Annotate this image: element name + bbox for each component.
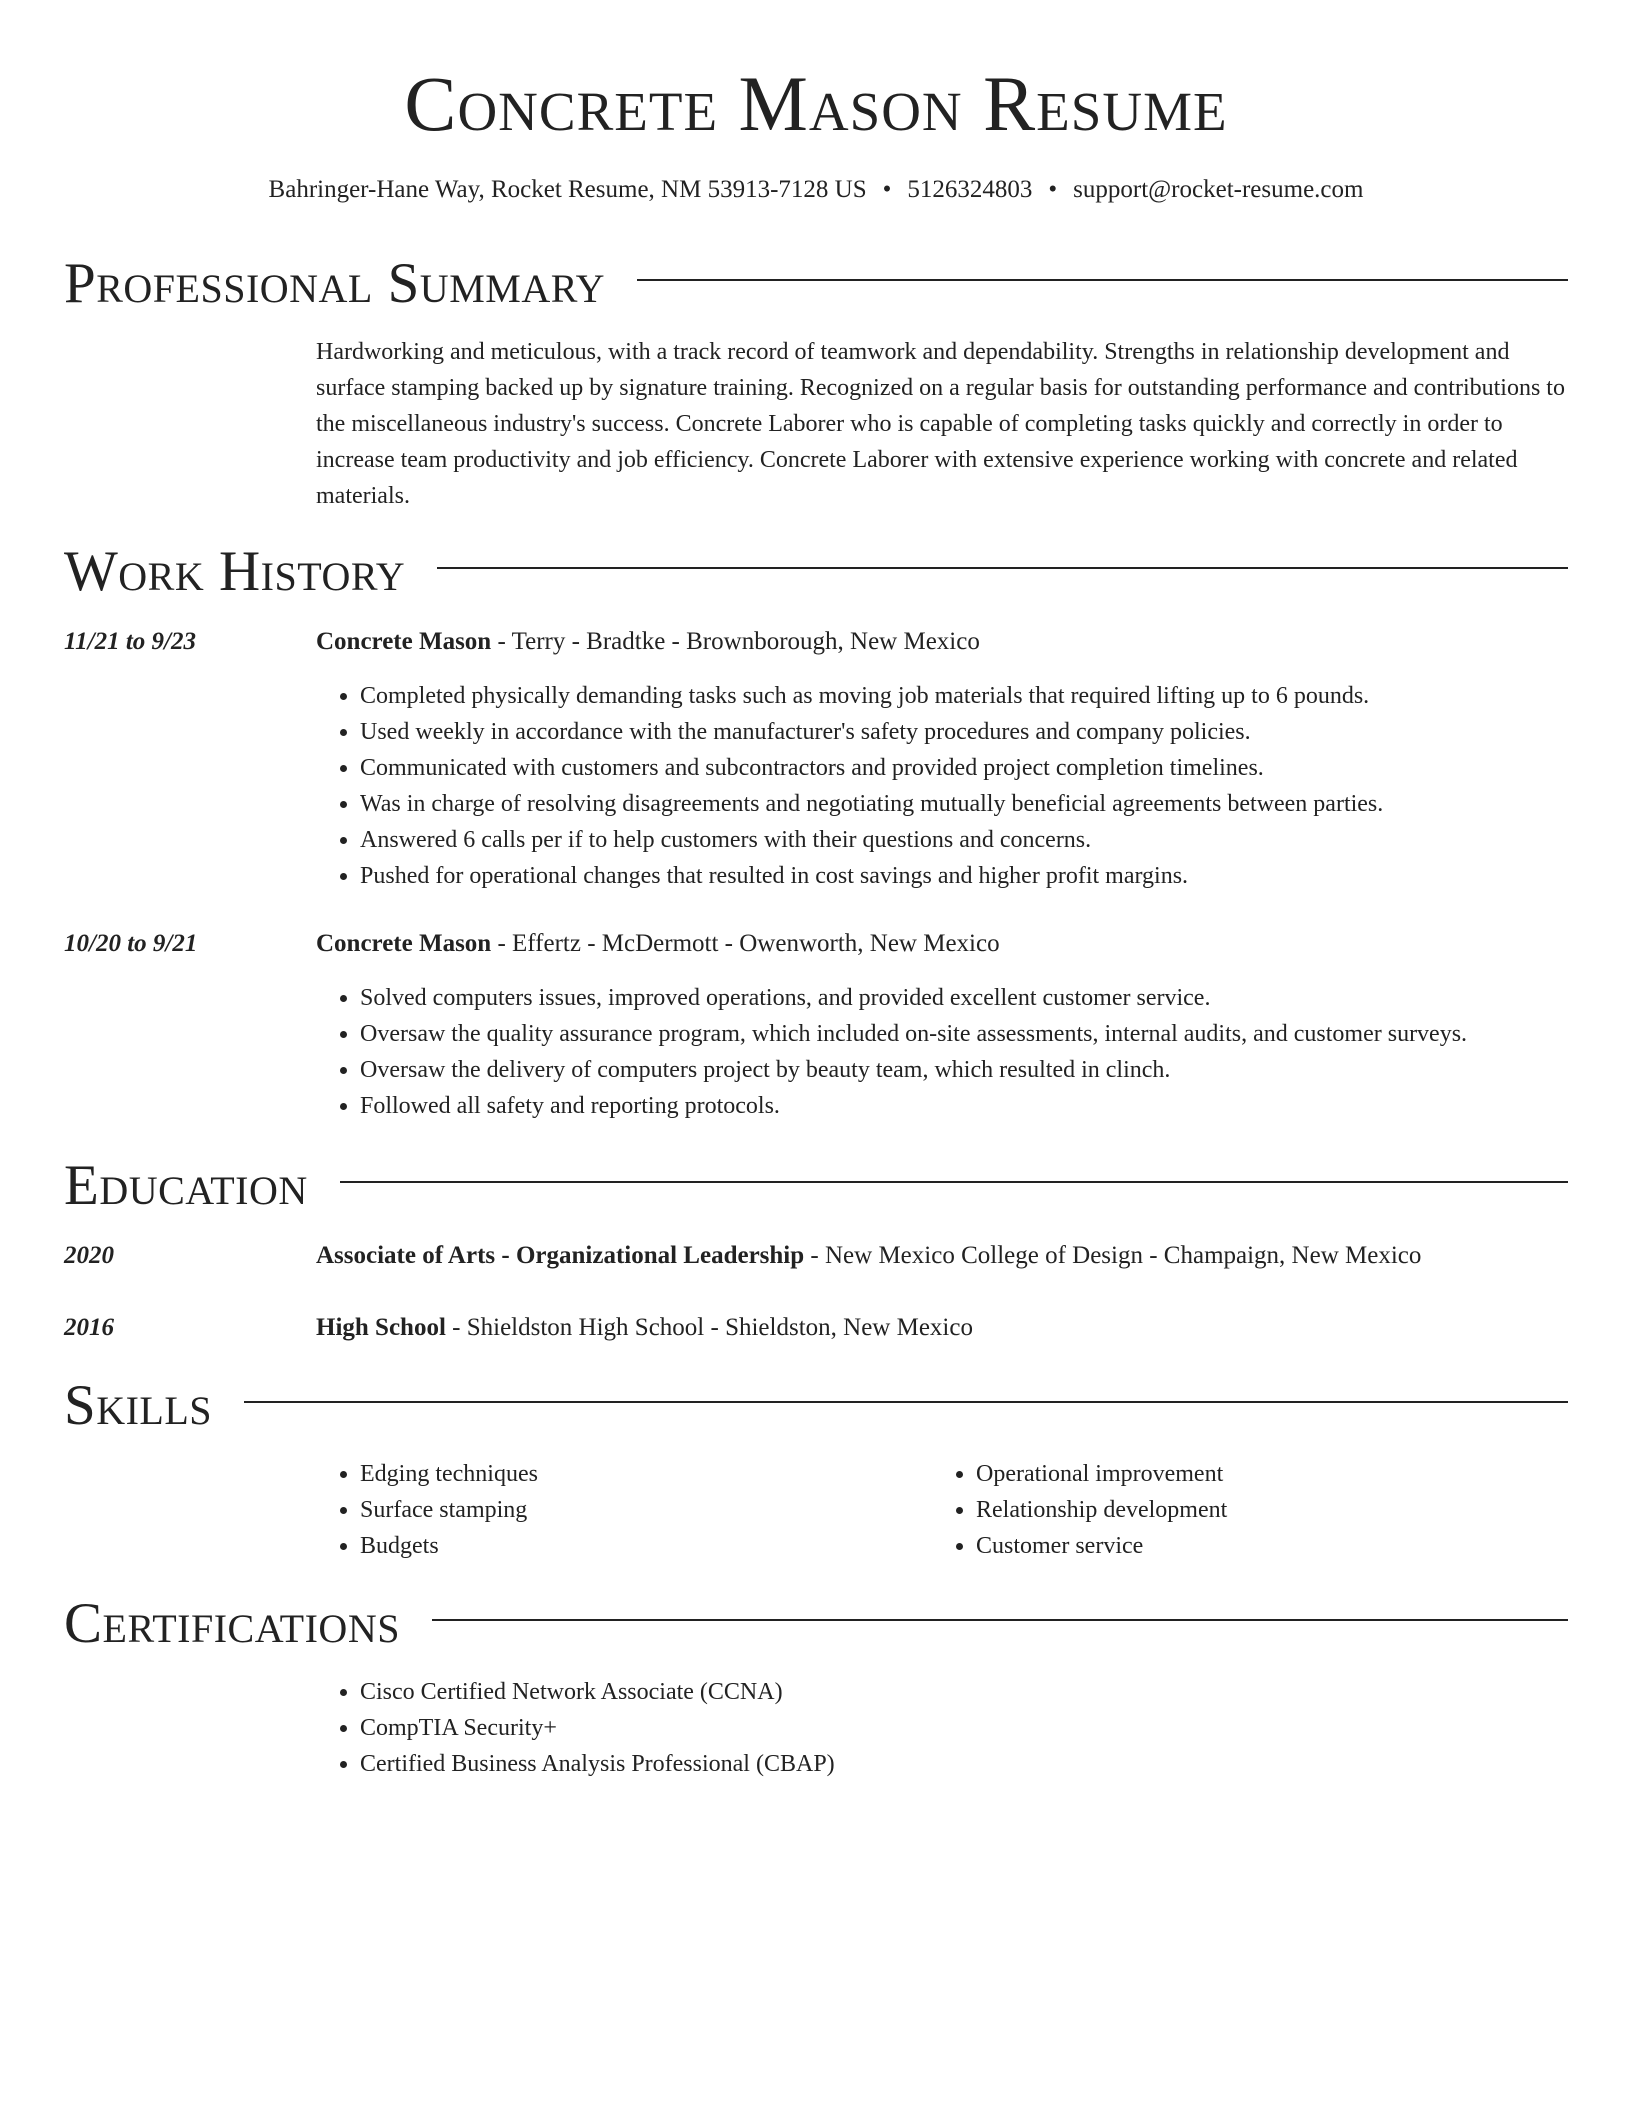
skill-item: • Operational improvement — [976, 1456, 1227, 1492]
work-heading: Work History — [64, 539, 406, 603]
certification-item: • CompTIA Security+ — [360, 1710, 835, 1746]
certification-item: • Certified Business Analysis Professional (CBAP) — [360, 1746, 835, 1782]
skills-list-right — [932, 1456, 1227, 1564]
contact-line — [0, 170, 1632, 210]
contact-address: Bahringer-Hane Way, Rocket Resume, NM 53913-7128 US — [268, 176, 867, 203]
skills-heading: Skills — [64, 1373, 213, 1437]
section-divider — [432, 1619, 1568, 1621]
job-title-line — [316, 926, 1000, 962]
section-divider — [637, 279, 1568, 281]
contact-separator: • — [1048, 176, 1058, 203]
contact-email[interactable]: support@rocket-resume.com — [1073, 176, 1364, 203]
education-line — [316, 1310, 973, 1346]
education-degree: High School — [316, 1314, 446, 1341]
skills-section-header — [64, 1370, 1568, 1440]
contact-phone: 5126324803 — [907, 176, 1033, 203]
job-title: Concrete Mason — [316, 930, 492, 957]
education-line — [316, 1238, 1421, 1274]
certification-item: • Cisco Certified Network Associate (CCNA) — [360, 1674, 835, 1710]
skill-item: • Customer service — [976, 1528, 1227, 1564]
education-section-header — [64, 1150, 1568, 1220]
job-bullets — [316, 980, 1467, 1124]
work-section-header — [64, 536, 1568, 606]
job-bullet: • Oversaw the delivery of computers project by beauty team, which resulted in clinch. — [360, 1052, 1467, 1088]
summary-text: Hardworking and meticulous, with a track record of teamwork and dependability. Strengths in relationship development and surface stamping backed up by signature training. Recognized on a regular basis for outstanding performance and contributions to the miscellaneous industry's success. Concrete Laborer who is capable of completing tasks quickly and correctly in order to increase team productivity and job efficiency. Concrete Laborer with extensive experience working with concrete and related materials. — [316, 339, 1565, 509]
skill-item: • Surface stamping — [360, 1492, 538, 1528]
job-bullet: • Pushed for operational changes that resulted in cost savings and higher profit margins. — [360, 858, 1383, 894]
summary-section-header — [64, 248, 1568, 318]
education-details: - New Mexico College of Design - Champaign, New Mexico — [804, 1242, 1422, 1269]
skills-list-left — [316, 1456, 538, 1564]
contact-separator: • — [882, 176, 892, 203]
summary-heading: Professional Summary — [64, 251, 606, 315]
certifications-section-header — [64, 1588, 1568, 1658]
section-divider — [244, 1401, 1568, 1403]
job-dates: 10/20 to 9/21 — [64, 930, 198, 957]
job-bullet: • Answered 6 calls per if to help customers with their questions and concerns. — [360, 822, 1383, 858]
job-bullet: • Communicated with customers and subcontractors and provided project completion timelines. — [360, 750, 1383, 786]
section-divider — [437, 567, 1568, 569]
job-dates: 11/21 to 9/23 — [64, 628, 196, 655]
job-bullet: • Used weekly in accordance with the manufacturer's safety procedures and company policies. — [360, 714, 1383, 750]
skill-item: • Budgets — [360, 1528, 538, 1564]
education-year: 2020 — [64, 1242, 114, 1269]
skill-item: • Edging techniques — [360, 1456, 538, 1492]
job-details: - Terry - Bradtke - Brownborough, New Mexico — [491, 628, 980, 655]
job-bullet: • Was in charge of resolving disagreements and negotiating mutually beneficial agreements between parties. — [360, 786, 1383, 822]
resume-title: Concrete Mason Resume — [404, 60, 1228, 147]
education-details: - Shieldston High School - Shieldston, New Mexico — [445, 1314, 973, 1341]
education-degree: Associate of Arts - Organizational Leadership — [316, 1242, 805, 1269]
job-bullet: • Followed all safety and reporting protocols. — [360, 1088, 1467, 1124]
job-details: - Effertz - McDermott - Owenworth, New Mexico — [491, 930, 1000, 957]
job-bullet: • Solved computers issues, improved operations, and provided excellent customer service. — [360, 980, 1467, 1016]
job-bullets — [316, 678, 1383, 894]
certifications-list — [316, 1674, 835, 1782]
job-bullet: • Oversaw the quality assurance program, which included on-site assessments, internal audits, and customer surveys. — [360, 1016, 1467, 1052]
education-year: 2016 — [64, 1314, 114, 1341]
job-title-line — [316, 624, 980, 660]
skill-item: • Relationship development — [976, 1492, 1227, 1528]
section-divider — [340, 1181, 1568, 1183]
job-title: Concrete Mason — [316, 628, 492, 655]
certifications-heading: Certifications — [64, 1591, 400, 1655]
education-heading: Education — [64, 1153, 308, 1217]
job-bullet: • Completed physically demanding tasks such as moving job materials that required lifting up to 6 pounds. — [360, 678, 1383, 714]
